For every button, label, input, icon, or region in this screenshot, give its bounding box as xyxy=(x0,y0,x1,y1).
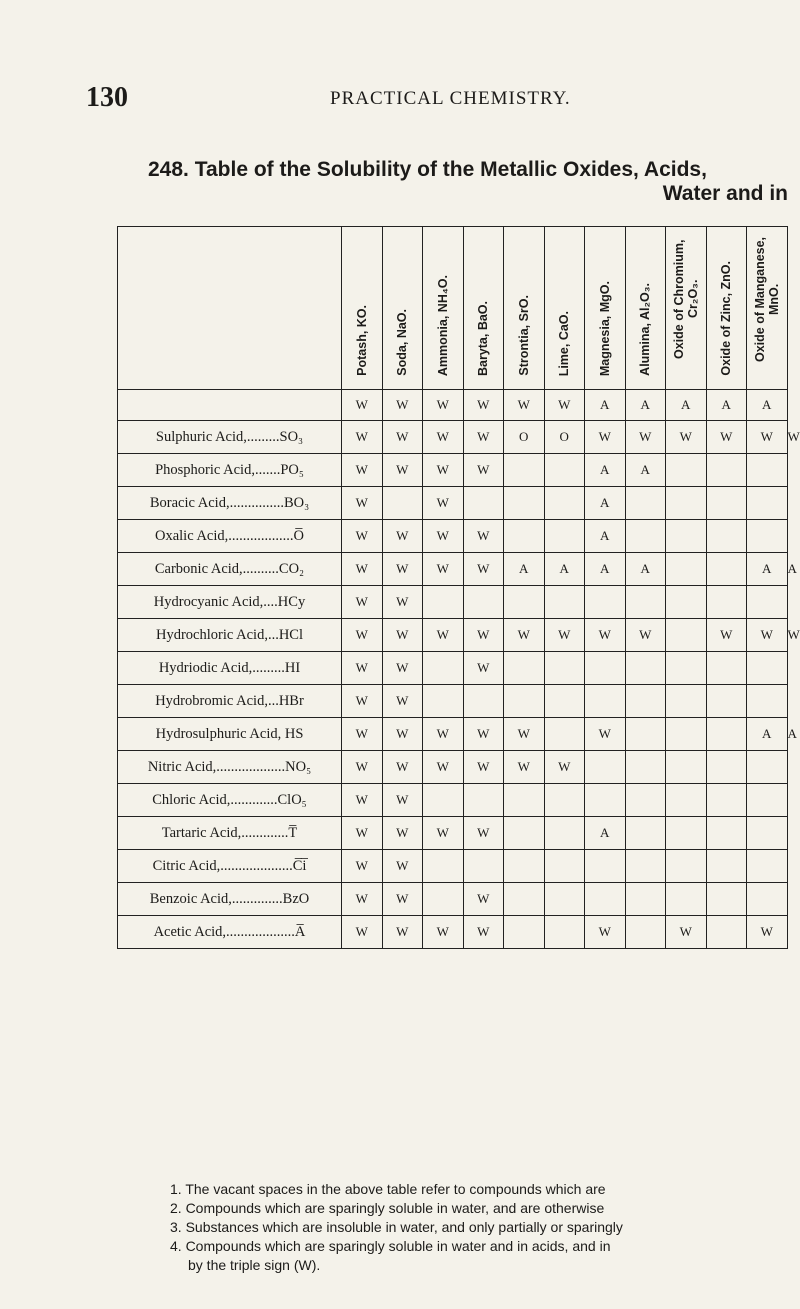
table-cell xyxy=(544,454,585,487)
table-cell: A xyxy=(625,390,666,421)
table-cell: O xyxy=(504,421,545,454)
table-cell: W xyxy=(463,652,504,685)
footnote-1: 1. The vacant spaces in the above table refer to compounds which are xyxy=(170,1181,606,1197)
table-cell: W xyxy=(382,390,423,421)
table-cell xyxy=(423,883,464,916)
table-row xyxy=(118,520,788,553)
column-header-label: Magnesia, MgO. xyxy=(597,280,612,376)
table-cell: W xyxy=(666,421,707,454)
table-cell xyxy=(585,850,626,883)
table-cell: W xyxy=(423,390,464,421)
row-label: Carbonic Acid,..........CO₂ xyxy=(118,553,342,586)
table-cell: W xyxy=(382,751,423,784)
table-cell: W xyxy=(423,421,464,454)
table-cell xyxy=(747,784,788,817)
table-row: Sulphuric Acid,.........SO₃ W W W W O O W W W W W W xyxy=(118,421,788,454)
table-cell xyxy=(504,487,545,520)
table-cell: A xyxy=(706,390,747,421)
table-cell: W xyxy=(625,619,666,652)
table-cell: W xyxy=(585,718,626,751)
table-cell xyxy=(463,784,504,817)
table-cell xyxy=(747,454,788,487)
table-row xyxy=(118,487,788,520)
table-cell: W xyxy=(342,916,383,949)
table-cell: W xyxy=(544,390,585,421)
table-cell xyxy=(544,850,585,883)
table-cell xyxy=(544,652,585,685)
table-cell: W xyxy=(342,652,383,685)
table-cell xyxy=(544,520,585,553)
table-cell xyxy=(706,454,747,487)
table-cell xyxy=(666,685,707,718)
table-cell xyxy=(585,784,626,817)
table-cell: W xyxy=(423,718,464,751)
table-cell: W xyxy=(504,718,545,751)
table-row xyxy=(118,850,788,883)
table-row xyxy=(118,817,788,850)
table-row: Hydrosulphuric Acid, HS W W W W W W A A xyxy=(118,718,788,751)
table-cell xyxy=(666,817,707,850)
table-cell xyxy=(625,520,666,553)
footnotes xyxy=(170,1180,800,1275)
table-cell: W xyxy=(706,619,747,652)
table-cell: W xyxy=(625,421,666,454)
table-caption-line-2: Water and in xyxy=(662,182,788,205)
table-cell: A xyxy=(585,520,626,553)
table-cell: W xyxy=(585,619,626,652)
table-cell: O xyxy=(544,421,585,454)
table-cell: W xyxy=(463,916,504,949)
table-cell xyxy=(747,586,788,619)
table-cell: A xyxy=(666,390,707,421)
table-cell xyxy=(666,652,707,685)
table-cell xyxy=(666,883,707,916)
table-cell: W xyxy=(463,553,504,586)
table-cell: W xyxy=(382,619,423,652)
table-cell xyxy=(706,718,747,751)
footnote-3: 3. Substances which are insoluble in water, and only partially or sparingly xyxy=(170,1219,623,1235)
table-cell: W xyxy=(342,421,383,454)
table-cell xyxy=(747,817,788,850)
table-cell: W xyxy=(342,390,383,421)
table-cell xyxy=(544,784,585,817)
table-cell: A xyxy=(747,718,788,751)
table-cell: W xyxy=(544,619,585,652)
table-cell: A xyxy=(585,553,626,586)
column-header-label: Alumina, Al₂O₃. xyxy=(638,283,653,376)
table-cell: W xyxy=(342,619,383,652)
table-cell: W xyxy=(382,652,423,685)
table-row: Carbonic Acid,..........CO₂ W W W W A A A A A A xyxy=(118,553,788,586)
column-header-row xyxy=(118,227,788,390)
row-label: Boracic Acid,...............BO₃ xyxy=(118,487,342,520)
row-label: Oxalic Acid,..................O̅ xyxy=(118,520,342,553)
table-row xyxy=(118,685,788,718)
table-cell: W xyxy=(342,487,383,520)
table-cell xyxy=(747,487,788,520)
column-header xyxy=(382,227,423,390)
table-cell: W xyxy=(382,883,423,916)
table-cell: W xyxy=(342,751,383,784)
table-cell: W xyxy=(463,751,504,784)
table-cell xyxy=(747,850,788,883)
table-cell: W xyxy=(747,916,788,949)
column-header xyxy=(625,227,666,390)
table-cell: W xyxy=(423,619,464,652)
table-cell: W xyxy=(342,784,383,817)
column-header xyxy=(544,227,585,390)
row-label: Benzoic Acid,..............BzO xyxy=(118,883,342,916)
table-cell xyxy=(423,685,464,718)
table-cell xyxy=(625,685,666,718)
table-cell: W xyxy=(463,817,504,850)
table-cell: W xyxy=(706,421,747,454)
table-cell: W xyxy=(463,883,504,916)
table-cell xyxy=(544,586,585,619)
table-cell xyxy=(423,784,464,817)
table-cell: W xyxy=(423,751,464,784)
table-cell xyxy=(423,586,464,619)
table-cell xyxy=(706,520,747,553)
row-label: Hydrocyanic Acid,....HCy xyxy=(118,586,342,619)
row-label: Hydriodic Acid,.........HI xyxy=(118,652,342,685)
table-cell xyxy=(544,817,585,850)
table-cell: W xyxy=(342,454,383,487)
table-cell xyxy=(544,685,585,718)
table-cell xyxy=(544,916,585,949)
row-label: Hydrobromic Acid,...HBr xyxy=(118,685,342,718)
table-cell xyxy=(625,817,666,850)
table-cell: W xyxy=(423,454,464,487)
footnote-4-continued: by the triple sign (W). xyxy=(188,1257,321,1273)
table-cell: A xyxy=(585,390,626,421)
column-header-label: Soda, NaO. xyxy=(395,309,410,376)
table-cell: W xyxy=(544,751,585,784)
table-cell: W xyxy=(423,520,464,553)
table-cell: W xyxy=(463,454,504,487)
column-header-label: Oxide of Manganese, MnO. xyxy=(752,236,781,362)
table-cell xyxy=(747,883,788,916)
table-cell: W xyxy=(382,718,423,751)
table-cell xyxy=(666,619,707,652)
table-cell xyxy=(463,487,504,520)
table-cell xyxy=(585,751,626,784)
table-row: Hydrochloric Acid,...HCl W W W W W W W W W W W xyxy=(118,619,788,652)
row-label: Tartaric Acid,.............T̅ xyxy=(118,817,342,850)
corner-cell xyxy=(118,227,342,390)
row-label: Citric Acid,....................C̅i̅ xyxy=(118,850,342,883)
table-cell xyxy=(666,520,707,553)
column-header-label: Oxide of Chromium, Cr₂O₃. xyxy=(671,239,700,359)
table-cell xyxy=(504,883,545,916)
table-cell xyxy=(585,586,626,619)
table-cell xyxy=(747,751,788,784)
table-cell: W xyxy=(585,916,626,949)
table-cell xyxy=(625,784,666,817)
table-cell xyxy=(504,520,545,553)
table-cell: W xyxy=(463,619,504,652)
table-cell xyxy=(544,883,585,916)
table-cell xyxy=(585,652,626,685)
table-cell: W xyxy=(382,916,423,949)
table-cell: A xyxy=(625,454,666,487)
table-cell xyxy=(666,586,707,619)
running-head: PRACTICAL CHEMISTRY. xyxy=(330,88,571,109)
table-cell: W xyxy=(747,421,788,454)
table-cell: W xyxy=(747,619,788,652)
column-header xyxy=(463,227,504,390)
table-cell xyxy=(706,751,747,784)
base-row-label xyxy=(118,390,342,421)
table-cell: A xyxy=(544,553,585,586)
table-cell: W xyxy=(382,784,423,817)
table-cell: W xyxy=(423,487,464,520)
table-cell xyxy=(463,586,504,619)
table-cell xyxy=(706,685,747,718)
table-cell xyxy=(382,487,423,520)
table-cell: W xyxy=(382,454,423,487)
table-cell: W xyxy=(342,883,383,916)
column-header-label: Ammonia, NH₄O. xyxy=(435,274,450,376)
table-row xyxy=(118,454,788,487)
table-caption-line-1: 248. Table of the Solubility of the Metallic Oxides, Acids, xyxy=(148,158,707,181)
table-cell xyxy=(585,883,626,916)
table-cell xyxy=(625,883,666,916)
table-row xyxy=(118,586,788,619)
table-cell: W xyxy=(342,520,383,553)
row-label: Phosphoric Acid,.......PO₅ xyxy=(118,454,342,487)
table-row xyxy=(118,784,788,817)
table-cell xyxy=(666,751,707,784)
table-cell xyxy=(544,487,585,520)
table-row xyxy=(118,916,788,949)
column-header xyxy=(585,227,626,390)
table-cell xyxy=(666,718,707,751)
table-cell xyxy=(706,487,747,520)
table-cell xyxy=(666,454,707,487)
table-cell: W xyxy=(342,685,383,718)
table-cell xyxy=(423,850,464,883)
table-cell xyxy=(504,850,545,883)
table-cell xyxy=(706,784,747,817)
table-cell: W xyxy=(342,586,383,619)
table-cell xyxy=(504,685,545,718)
row-label: Nitric Acid,...................NO₅ xyxy=(118,751,342,784)
table-row xyxy=(118,883,788,916)
table-cell: W xyxy=(382,421,423,454)
table-cell xyxy=(706,850,747,883)
table-cell xyxy=(544,718,585,751)
column-header-label: Lime, CaO. xyxy=(557,310,572,376)
column-header xyxy=(666,227,707,390)
table-cell xyxy=(747,652,788,685)
table-cell: W xyxy=(382,817,423,850)
column-header-label: Oxide of Zinc, ZnO. xyxy=(719,261,734,376)
table-cell xyxy=(706,817,747,850)
page-number: 130 xyxy=(86,82,128,113)
table-row xyxy=(118,652,788,685)
table-cell xyxy=(625,916,666,949)
table-cell xyxy=(625,751,666,784)
table-cell: W xyxy=(463,390,504,421)
column-header xyxy=(504,227,545,390)
table-cell: W xyxy=(423,553,464,586)
table-cell: W xyxy=(463,421,504,454)
table-cell: A xyxy=(504,553,545,586)
table-cell: W xyxy=(504,390,545,421)
table-cell: A xyxy=(747,390,788,421)
table-cell xyxy=(706,586,747,619)
table-cell: W xyxy=(666,916,707,949)
table-cell xyxy=(504,652,545,685)
column-header xyxy=(342,227,383,390)
table-cell xyxy=(504,916,545,949)
table-cell: A xyxy=(585,817,626,850)
table-cell xyxy=(706,916,747,949)
table-cell xyxy=(585,685,626,718)
table-cell: W xyxy=(342,718,383,751)
table-cell xyxy=(504,817,545,850)
table-cell xyxy=(625,586,666,619)
table-cell xyxy=(463,850,504,883)
column-header-label: Potash, KO. xyxy=(354,305,369,376)
column-header xyxy=(747,227,788,390)
table-cell xyxy=(706,652,747,685)
table-cell xyxy=(666,553,707,586)
table-cell xyxy=(504,586,545,619)
table-cell: A xyxy=(585,487,626,520)
table-row xyxy=(118,751,788,784)
column-header xyxy=(423,227,464,390)
row-label: Acetic Acid,...................A̅ xyxy=(118,916,342,949)
row-label: Sulphuric Acid,.........SO₃ xyxy=(118,421,342,454)
table-cell xyxy=(747,520,788,553)
table-cell: W xyxy=(342,850,383,883)
table-cell: W xyxy=(504,751,545,784)
footnote-2: 2. Compounds which are sparingly soluble in water, and are otherwise xyxy=(170,1200,605,1216)
table-cell xyxy=(666,487,707,520)
row-label: Chloric Acid,.............ClO₅ xyxy=(118,784,342,817)
table-cell: A xyxy=(747,553,788,586)
table-cell xyxy=(504,784,545,817)
table-cell: W xyxy=(382,520,423,553)
table-cell: A xyxy=(585,454,626,487)
table-cell: W xyxy=(342,553,383,586)
table-cell xyxy=(666,850,707,883)
table-cell: W xyxy=(585,421,626,454)
table-cell: W xyxy=(423,817,464,850)
solubility-table xyxy=(117,226,800,949)
table-cell: W xyxy=(423,916,464,949)
table-cell xyxy=(706,553,747,586)
table-cell xyxy=(666,784,707,817)
table-cell: A xyxy=(625,553,666,586)
table-cell xyxy=(625,652,666,685)
column-header xyxy=(706,227,747,390)
table-cell: W xyxy=(504,619,545,652)
table-cell: W xyxy=(382,553,423,586)
table-cell: W xyxy=(342,817,383,850)
table-cell xyxy=(706,883,747,916)
row-label: Hydrosulphuric Acid, HS xyxy=(118,718,342,751)
table-cell: W xyxy=(382,850,423,883)
table-cell xyxy=(747,685,788,718)
footnote-4: 4. Compounds which are sparingly soluble in water and in acids, and in xyxy=(170,1238,611,1254)
table-cell: W xyxy=(463,520,504,553)
table-cell xyxy=(463,685,504,718)
table-cell xyxy=(625,718,666,751)
table-cell xyxy=(625,487,666,520)
table-cell: W xyxy=(382,586,423,619)
row-label: Hydrochloric Acid,...HCl xyxy=(118,619,342,652)
table-cell xyxy=(625,850,666,883)
column-header-label: Baryta, BaO. xyxy=(476,300,491,376)
table-cell: W xyxy=(382,685,423,718)
table-cell xyxy=(423,652,464,685)
table-cell xyxy=(504,454,545,487)
column-header-label: Strontia, SrO. xyxy=(516,295,531,376)
table-cell: W xyxy=(463,718,504,751)
base-solubility-row xyxy=(118,390,788,421)
